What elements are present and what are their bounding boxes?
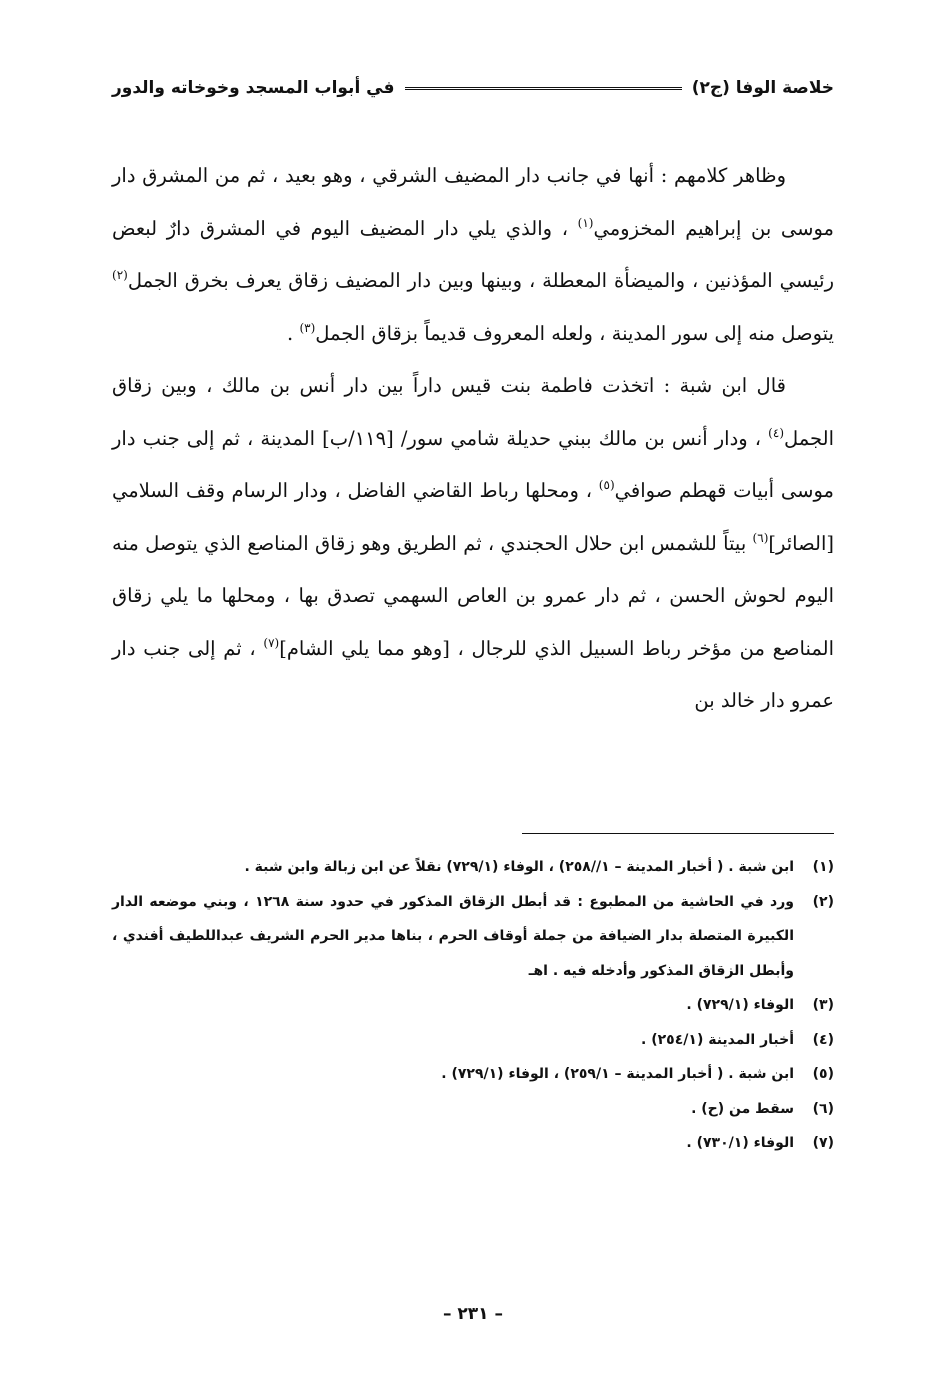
footnote-ref: (٦) — [752, 530, 769, 545]
footnote-text: الوفاء (٧٣٠/١) . — [686, 1135, 794, 1151]
paragraph — [112, 150, 834, 360]
text-run: ، ودار أنس بن مالك ببني حديلة شامي سور/ [١١٩/ب] المدينة ، ثم إلى جنب دار موسى أبيات قهطم صوافي — [112, 426, 834, 502]
text-run: وظاهر كلامهم : أنها في جانب دار المضيف الشرقي ، وهو بعيد ، ثم من المشرق دار موسى بن إبراهيم المخزومي — [112, 164, 834, 240]
chapter-title: في أبواب المسجد وخوخاته والدور — [112, 78, 395, 98]
footnote-number: (٦) — [812, 1100, 834, 1117]
footnote — [112, 850, 834, 885]
paragraph — [112, 360, 834, 728]
footnotes — [112, 850, 834, 1161]
text-run: ، والذي يلي دار المضيف اليوم في المشرق دارٌ لبعض رئيسي المؤذنين ، والميضأة المعطلة ، وبينها وبين دار المضيف زقاق يعرف بخرق الجمل — [112, 216, 834, 292]
footnote-text: ابن شبة . ( أخبار المدينة – ٢٥٩/١) ، الوفاء (٧٢٩/١) . — [441, 1066, 794, 1082]
footnote-text: أخبار المدينة (٢٥٤/١) . — [641, 1031, 794, 1048]
footnote — [112, 1092, 834, 1127]
footnote — [112, 1057, 834, 1092]
header-divider — [405, 87, 682, 90]
footnote-separator — [522, 833, 834, 834]
footnote-text: ابن شبة . ( أخبار المدينة – ١//٢٥٨) ، الوفاء (٧٢٩/١) نقلاً عن ابن زبالة وابن شبة . — [244, 859, 794, 875]
footnote — [112, 1023, 834, 1058]
footnote-number: (٢) — [812, 893, 834, 910]
main-text — [112, 150, 834, 728]
footnote-number: (١) — [812, 859, 834, 875]
footnote-number: (٧) — [812, 1135, 834, 1151]
footnote — [112, 988, 834, 1023]
footnote-text: الوفاء (٧٢٩/١) . — [686, 997, 794, 1013]
page-number: – ٢٣١ – — [443, 1304, 503, 1324]
footnote — [112, 1126, 834, 1161]
text-run: ، ثم إلى جنب دار عمرو دار خالد بن — [112, 636, 834, 712]
footnote-ref: (٥) — [598, 478, 615, 492]
text-run: . — [287, 321, 300, 345]
footnote-ref: (١) — [577, 215, 594, 230]
footnote-ref: (٤) — [768, 425, 784, 440]
footnote-ref: (٧) — [263, 635, 280, 650]
running-header — [112, 72, 834, 104]
footnote-ref: (٣) — [299, 320, 316, 335]
footnote — [112, 885, 834, 989]
footnote-number: (٥) — [812, 1066, 834, 1082]
footnote-text: ورد في الحاشية من المطبوع : قد أبطل الزقاق المذكور في حدود سنة ١٢٦٨ ، وبني موضعه الدار الكبيرة المتصلة بدار الضيافة من جملة أوقاف الحرم ، بناها مدير الحرم الشريف عبداللطيف أفندي ، وأبطل الزقاق المذكور وأدخله فيه . اهـ — [112, 893, 794, 979]
text-run: بيتاً للشمس ابن حلال الحجندي ، ثم الطريق وهو زقاق المناصع الذي يتوصل منه اليوم لحوش الحسن ، ثم دار عمرو بن العاص السهمي تصدق بها ، ومحلها ما يلي زقاق المناصع من مؤخر رباط السبيل الذي للرجال ، [وهو مما يلي الشام] — [112, 531, 834, 660]
text-run: يتوصل منه إلى سور المدينة ، ولعله المعروف قديماً بزقاق الجمل — [315, 321, 834, 345]
book-title: خلاصة الوفا (ج٢) — [691, 78, 834, 98]
text-run: ، ومحلها رباط القاضي الفاضل ، ودار الرسام وقف السلامي [الصائر] — [112, 479, 834, 555]
footnote-text: سقط من (ح) . — [691, 1100, 794, 1117]
footnote-number: (٣) — [812, 997, 834, 1013]
footnote-ref: (٢) — [112, 268, 128, 282]
text-run: قال ابن شبة : اتخذت فاطمة بنت قيس داراً بين دار أنس بن مالك ، وبين زقاق الجمل — [112, 374, 834, 450]
footnote-number: (٤) — [812, 1031, 834, 1048]
